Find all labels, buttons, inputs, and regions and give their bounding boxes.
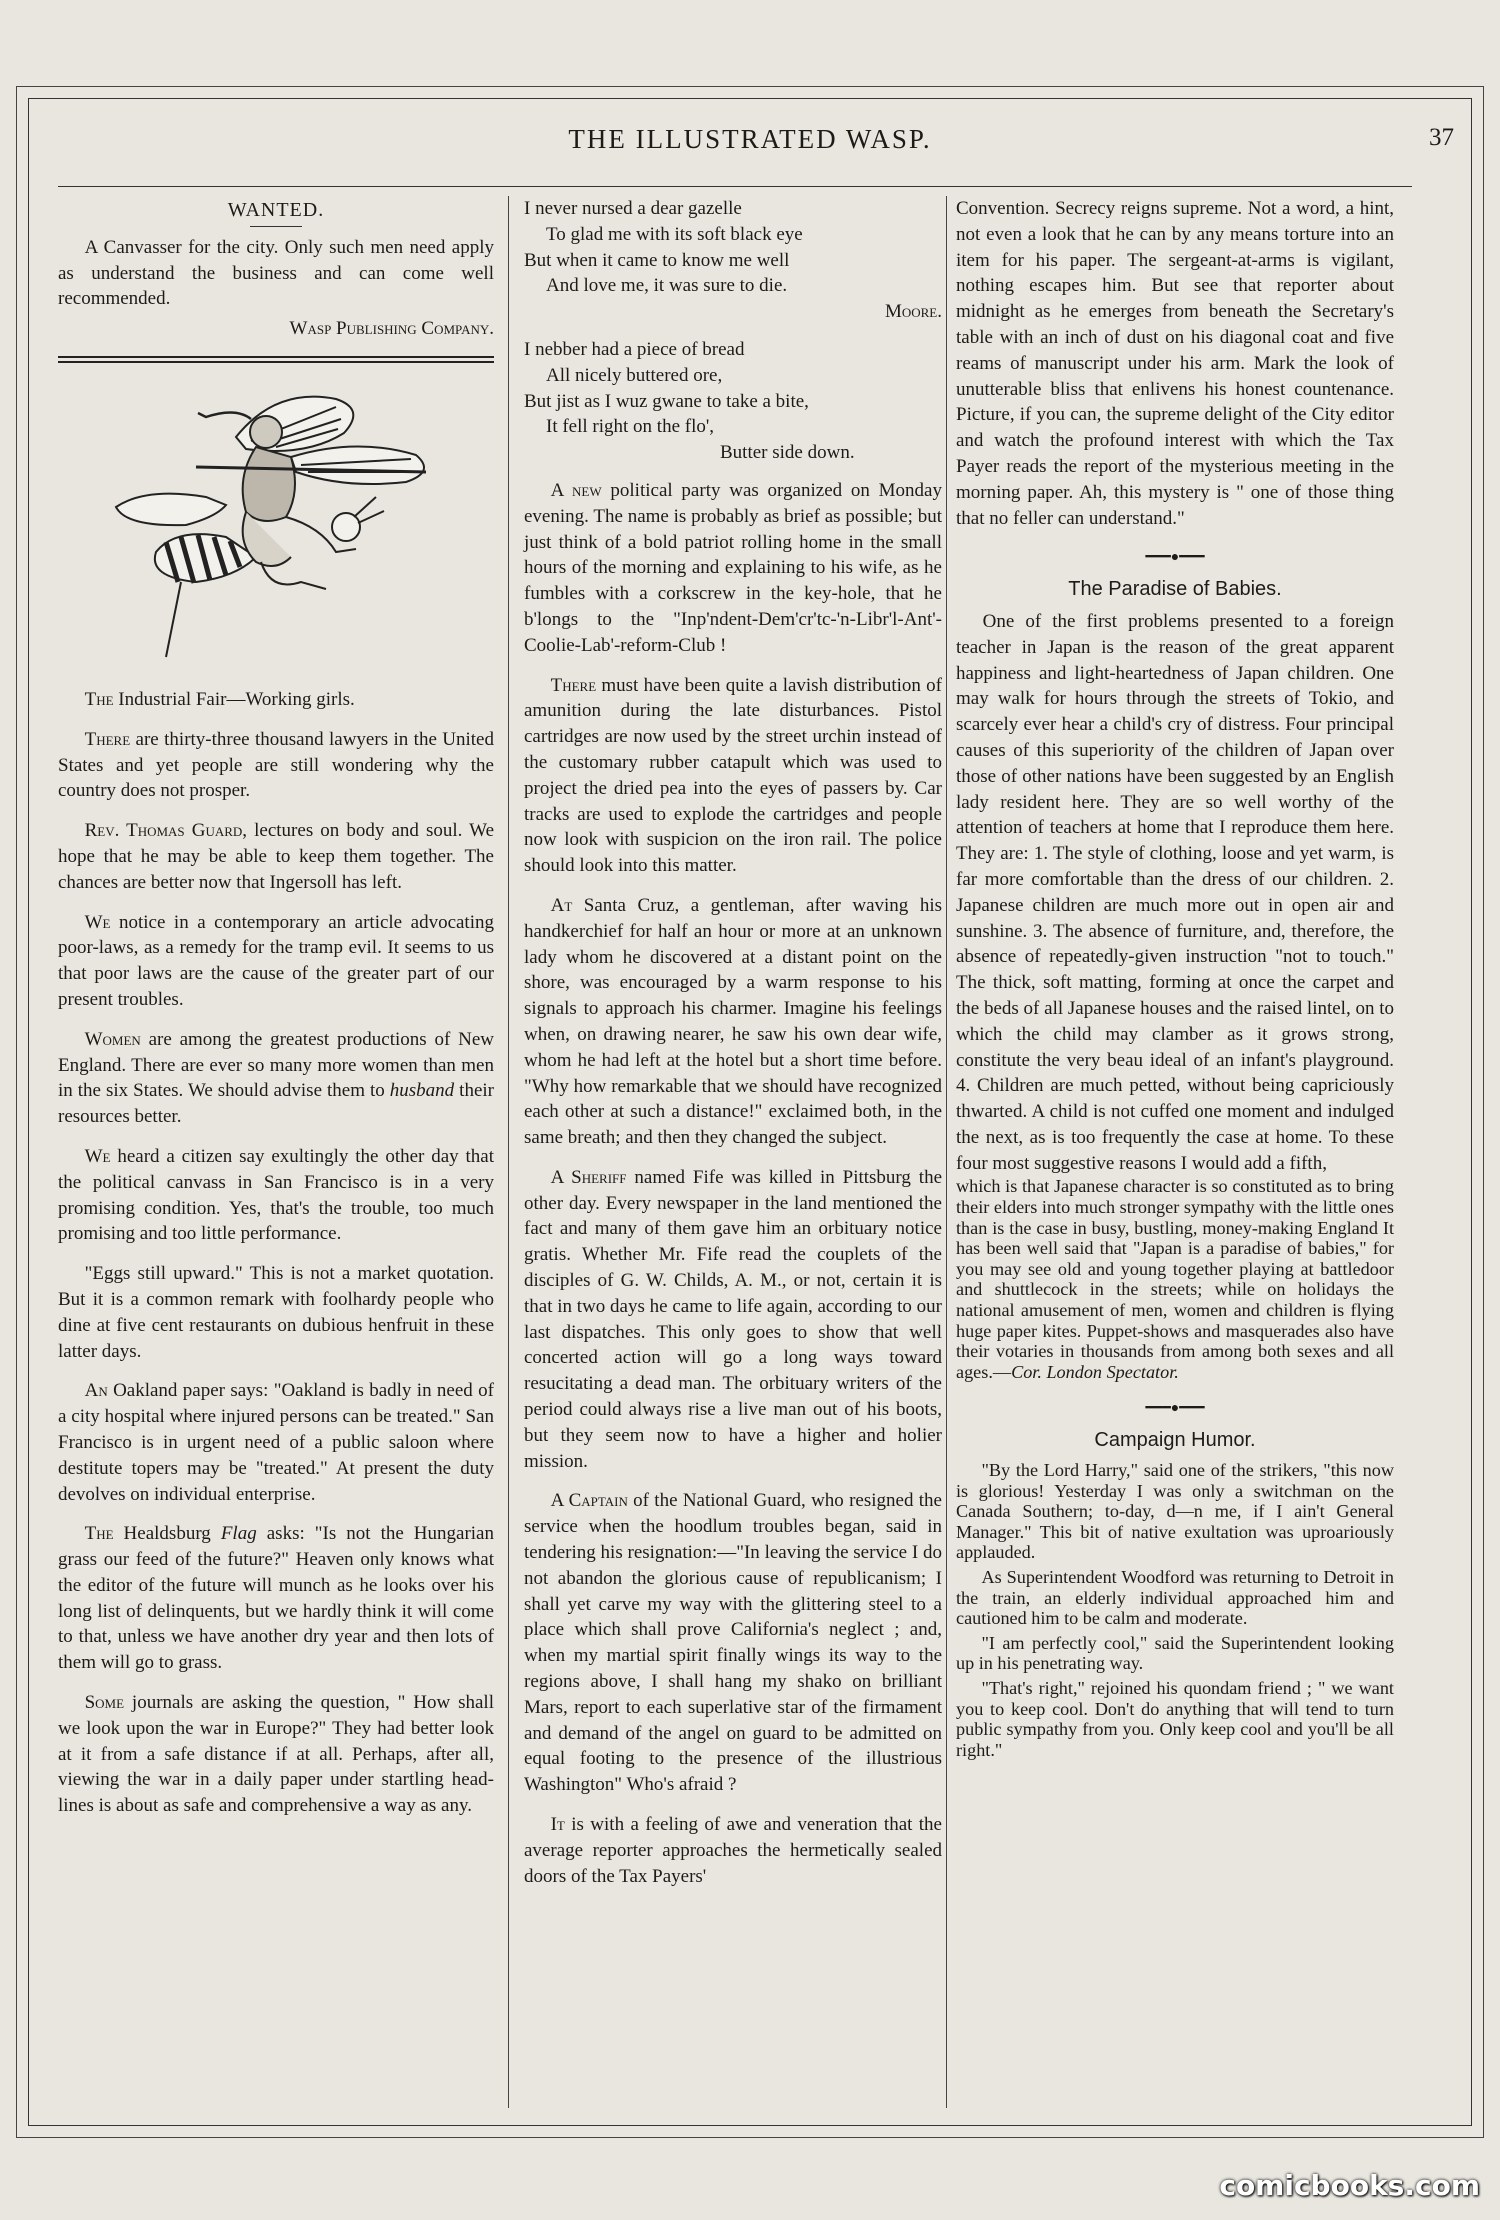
- poem-line: Butter side down.: [720, 442, 855, 464]
- paragraph: The Healdsburg Flag asks: "Is not the Hungarian grass our feed of the future?" Heaven only knows what the editor of the future will munch as he looks over his long list of delinquents, but we hardly think it will come to that, unless we have another dry year and then lots of them will go to grass.: [58, 1523, 494, 1674]
- paragraph: A Sheriff named Fife was killed in Pittsburg the other day. Every newspaper in the land mentioned the fact and many of them gave him an orbituary notice gratis. Whether Mr. Fife read the couplets of the disciples of G. W. Childs, A. M., or not, certain it is that in two days he came to life again, according to our last dispatches. This only goes to show that well concerted action will go a long ways toward resucitating a dead man. The orbituary writers of the period could always rise a live man out of his boots, but they seem now to have a higher and holier mission.: [524, 1166, 943, 1472]
- wanted-heading: WANTED.: [227, 199, 325, 221]
- poem-line: All nicely buttered ore,: [546, 364, 723, 386]
- paragraph: One of the first problems presented to a foreign teacher in Japan is the reason of the great apparent happiness and light-heartedness of Japan children. One may walk for hours through the streets of Tokio, and scarcely ever hear a child's cry of distress. Four principal causes of this superiority of the children of Japan over those of other nations have been suggested by an English lady resident here. They are so well worthy of the attention of teachers at home that I reproduce them here. They are: 1. The style of clothing, loose and yet warm, is far more comfortable than the dress of our children. 2. Japanese children are much more out in open air and sunshine. 3. The absence of furniture, and, therefore, the absence of repeatedly-given instruction "not to touch." The thick, soft matting, forming at once the carpet and the beds of all Japanese houses and the raised lintel, on to which the child may clamber as it grows strong, constitute the very beau ideal of an infant's playground. 4. Children are much petted, without being capriciously thwarted. A child is not cuffed one moment and indulged the next, as is too frequently the case at home. To these four most suggestive reasons I would add a fifth,: [956, 610, 1394, 1174]
- wanted-signature: Wasp Publishing Company.: [289, 318, 494, 340]
- double-rule: [58, 356, 494, 363]
- poem-parody: [524, 337, 942, 466]
- poem-line: I never nursed a dear gazelle: [524, 198, 742, 219]
- poem-line: To glad me with its soft black eye: [546, 223, 803, 245]
- poem-line: It fell right on the flo',: [546, 416, 715, 438]
- poem-attribution: Moore.: [884, 301, 942, 323]
- paragraph: A new political party was organized on Monday evening. The name is probably as brief as possible; but just think of a bold patriot rolling home in the small hours of the morning and explaining to his wife, as he fumbles with a corkscrew in the key-hole, that he b'longs to the "Inp'ndent-Dem'cr'tc-'n-Libr'l-Ant'-Coolie-Lab'-reform-Club !: [524, 479, 942, 656]
- watermark: comicbooks.com: [1219, 2169, 1480, 2202]
- paradise-heading: The Paradise of Babies.: [1068, 578, 1282, 601]
- paragraph: There are thirty-three thousand lawyers in the United States and yet people are still wondering why the country does not prosper.: [58, 728, 494, 802]
- ornament-divider: ━━━●━━━: [1145, 550, 1205, 566]
- ornament-divider: ━━━●━━━: [1145, 1401, 1205, 1417]
- paragraph: As Superintendent Woodford was returning to Detroit in the train, an elderly individual approached him and cautioned him to be calm and moderate.: [956, 1566, 1394, 1629]
- short-rule: [250, 226, 302, 227]
- poem-line: But when it came to know me well: [524, 249, 790, 271]
- poem-line: But jist as I wuz gwane to take a bite,: [524, 390, 809, 412]
- paragraph: We heard a citizen say exultingly the other day that the political canvass in San Francisco is in a very promising condition. Yes, that's the trouble, too much promising and too little performance.: [58, 1145, 494, 1245]
- paragraph: Rev. Thomas Guard, lectures on body and soul. We hope that he may be able to keep them together. The chances are better now that Ingersoll has left.: [58, 820, 494, 893]
- paragraph: An Oakland paper says: "Oakland is badly in need of a city hospital where injured persons can be treated." San Francisco is in urgent need of a public saloon where destitute topers may be "treated." At present the duty devolves on individual enterprise.: [58, 1380, 494, 1505]
- wanted-text: A Canvasser for the city. Only such men need apply as understand the business and can come well recommended.: [58, 236, 494, 310]
- poem-line: And love me, it was sure to die.: [546, 275, 788, 297]
- paragraph: At Santa Cruz, a gentleman, after waving his handkerchief for half an hour or more at an unknown lady whom he discovered at a distant point on the shore, was encouraged by a warm response to his signals to approach his charmer. Imagine his feelings when, on drawing nearer, he saw his own dear wife, whom he had left at the hotel but a short time before. "Why how remarkable that we should have recognized each other at such a distance!" exclaimed both, in the same breath; and then they changed the subject.: [524, 894, 942, 1149]
- paragraph-smallprint: which is that Japanese character is so constituted as to bring their elders into much stronger sympathy with the little ones than is the case in busy, bustling, money-making England It has been well said that "Japan is a paradise of babies," for you may see old and young together playing at battledoor and shuttlecock in the streets; while on holidays the national amusement of men, women and children is flying huge paper kites. Puppet-shows and masquerades also have their votaries in thousands from among both sexes and all ages.—Cor. London Spectator.: [956, 1176, 1394, 1382]
- column-1: [58, 196, 494, 1833]
- paragraph: "That's right," rejoined his quondam friend ; " we want you to keep cool. Don't do anything that will tend to turn public sympathy from you. Only keep cool and you'll be all right.": [956, 1677, 1394, 1760]
- paragraph: There must have been quite a lavish distribution of amunition during the late disturbances. Pistol cartridges are now used by the street urchin instead of the customary rubber catapult which was used to project the dried pea into the eyes of passers by. Car tracks are used to explode the cartridges and people now look with suspicion on the iron rail. The police should look into this matter.: [524, 674, 942, 877]
- poem-line: I nebber had a piece of bread: [524, 338, 745, 360]
- poem-moore: [524, 196, 942, 325]
- column-rule: [946, 196, 947, 2108]
- illustration-caption: The Industrial Fair—Working girls.: [84, 688, 355, 710]
- paragraph: "Eggs still upward." This is not a market quotation. But it is a common remark with foolhardy people who dine at five cent restaurants on dubious henfruit in these latter days.: [58, 1263, 494, 1362]
- paragraph-continued: Convention. Secrecy reigns supreme. Not a word, a hint, not even a look that he can by any means torture into an item for his paper. The sergeant-at-arms is vigilant, nothing escapes him. But see that reporter about midnight as he emerges from beneath the Secretary's table with an inch of dust on his diagonal coat and five reams of manuscript under his arm. Mark the look of unutterable bliss that enlivens his honest countenance. Picture, if you can, the supreme delight of the City editor and watch the profound interest with which the Tax Payer reads the report of the mysterious meeting in the morning paper. Ah, this mystery is " one of those thing that no feller can understand.": [956, 198, 1394, 529]
- wasp-illustration: [86, 377, 466, 677]
- paragraph: "By the Lord Harry," said one of the strikers, "this now is glorious! Yesterday I was only a switchman on the Canada Southern; to-day, d—n me, if I ain't General Manager." This bit of native exultation was uproariously applauded.: [956, 1460, 1394, 1563]
- page-header: [40, 124, 1460, 164]
- column-3: [956, 196, 1394, 1764]
- paragraph: It is with a feeling of awe and veneration that the average reporter approaches the hermetically sealed doors of the Tax Payers': [524, 1814, 942, 1887]
- paragraph: Some journals are asking the question, " How shall we look upon the war in Europe?" They had better look at it from a safe distance if at all. Perhaps, after all, viewing the war in a daily paper under startling head-lines is about as safe and comprehensive a way as any.: [58, 1692, 494, 1817]
- column-2: [524, 196, 942, 1903]
- paragraph: "I am perfectly cool," said the Superintendent looking up in his penetrating way.: [956, 1632, 1394, 1674]
- paragraph: Women are among the greatest productions of New England. There are ever so many more women than men in the six States. We should advise them to husband their resources better.: [58, 1028, 495, 1128]
- paragraph: We notice in a contemporary an article advocating poor-laws, as a remedy for the tramp evil. It seems to us that poor laws are the cause of the greater part of our present troubles.: [58, 911, 494, 1010]
- header-rule: [58, 186, 1412, 187]
- page-number: 37: [1429, 124, 1454, 151]
- masthead-title: THE ILLUSTRATED WASP.: [568, 124, 932, 154]
- paragraph: A Captain of the National Guard, who resigned the service when the hoodlum troubles began, said in tendering his resignation:—"In leaving the service I do not abandon the glorious cause of republicanism; I shall yet carve my way with the glittering steel to a place which shall prove California's neglect ; and, when my martial spirit finally wings its way to the regions above, I shall hang my shako on brilliant Mars, report to each superlative star of the firmament and demand of the angel on guard to be admitted on equal footing to the presence of the illustrious Washington" Who's afraid ?: [524, 1490, 942, 1796]
- campaign-heading: Campaign Humor.: [1094, 1429, 1256, 1452]
- column-rule: [508, 196, 509, 2108]
